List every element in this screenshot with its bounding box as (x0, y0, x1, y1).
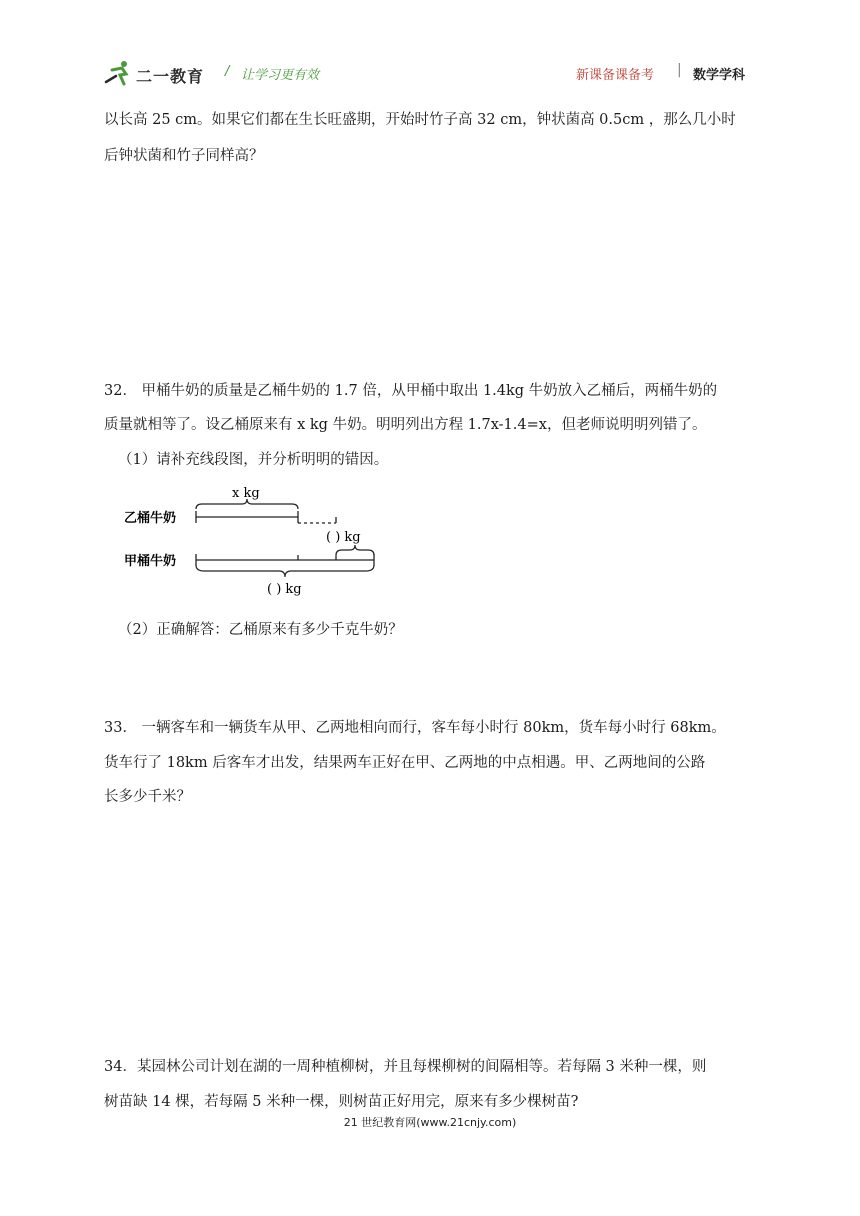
header-separator: | (677, 62, 682, 78)
diagram-label-yi: 乙桶牛奶 (124, 511, 177, 526)
q31-line2: 后钟状菌和竹子同样高？ (104, 148, 264, 164)
logo-runner-icon (104, 58, 134, 88)
header-course-label: 新课备课备考 (576, 68, 655, 83)
q33-line2: 货车行了 18km 后客车才出发，结果两车正好在甲、乙两地的中点相遇。甲、乙两地间的公路 (104, 755, 706, 771)
logo-text: 二一教育 (136, 67, 205, 86)
q32-part2: （2）正确解答：乙桶原来有多少千克牛奶？ (118, 622, 403, 638)
jia-total-brace (196, 565, 374, 577)
q34-line2: 树苗缺 14 棵，若每隔 5 米种一棵，则树苗正好用完，原来有多少棵树苗? (104, 1094, 579, 1110)
q32-line1: 32． 甲桶牛奶的质量是乙桶牛奶的 1.7 倍，从甲桶中取出 1.4kg 牛奶放入乙桶后，两桶牛奶的 (104, 383, 718, 399)
header-slogan: 让学习更有效 (241, 68, 320, 83)
line-segment-diagram (124, 485, 394, 605)
q33-line3: 长多少千米？ (104, 789, 191, 805)
diagram-blank-small: ( ) kg (326, 530, 361, 545)
diagram-svg (124, 485, 394, 605)
q34-line1: 34．某园林公司计划在湖的一周种植柳树，并且每棵柳树的间隔相等。若每隔 3 米种一棵，则 (104, 1059, 707, 1075)
q32-line2: 质量就相等了。设乙桶原来有 x kg 牛奶。明明列出方程 1.7x-1.4=x，但老师说明明列错了。 (104, 417, 707, 433)
jia-small-brace (336, 545, 374, 555)
diagram-blank-total: ( ) kg (267, 582, 302, 597)
q33-line1: 33． 一辆客车和一辆货车从甲、乙两地相向而行，客车每小时行 80km，货车每小时行 68km。 (104, 720, 726, 736)
q32-part1: （1）请补充线段图，并分析明明的错因。 (118, 452, 389, 468)
diagram-x-label: x kg (232, 486, 260, 501)
q31-line1: 以长高 25 cm。如果它们都在生长旺盛期，开始时竹子高 32 cm，钟状菌高 0.5cm ，那么几小时 (104, 112, 736, 128)
footer-text: 21 世纪教育网(www.21cnjy.com) (343, 1116, 517, 1129)
header-slash: / (225, 64, 230, 79)
header-subject: 数学学科 (693, 68, 746, 83)
diagram-label-jia: 甲桶牛奶 (124, 554, 177, 569)
